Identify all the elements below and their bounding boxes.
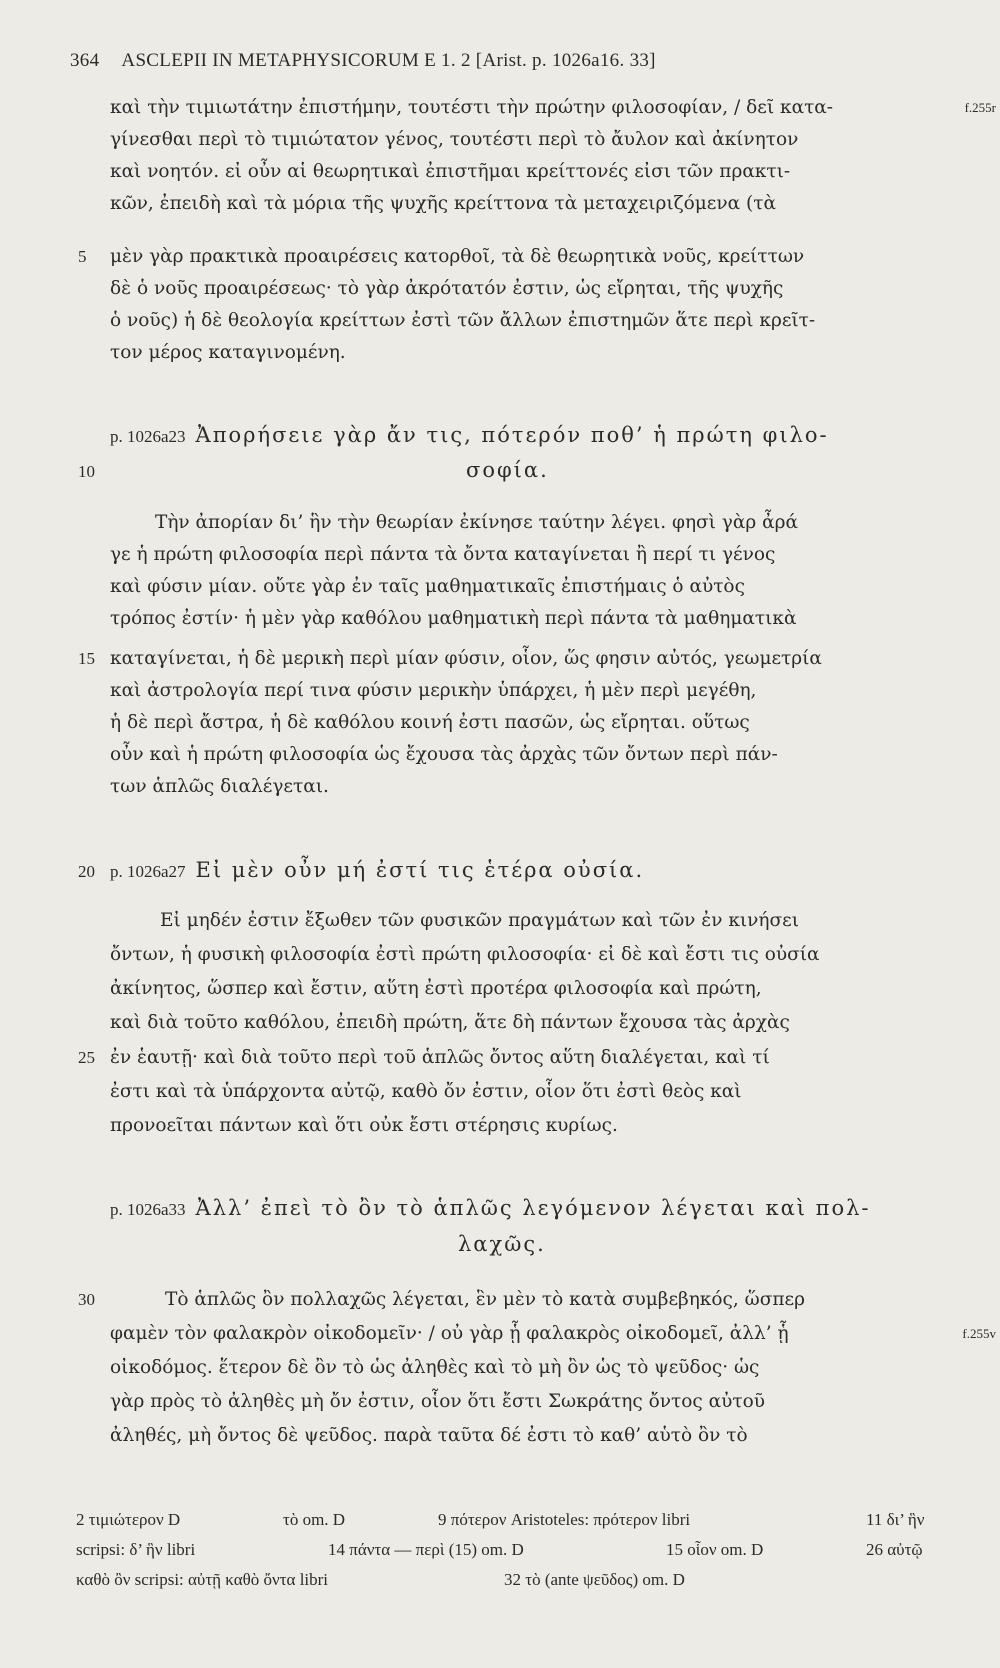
text-line: ὄντων, ἡ φυσικὴ φιλοσοφία ἐστὶ πρώτη φιλοσοφία· εἰ δὲ καὶ ἔστι τις οὐσία [110, 944, 820, 965]
footnote-entry: 11 δι’ ἣν [866, 1510, 925, 1529]
text-line: τον μέρος καταγινομένη. [110, 342, 346, 363]
lemma-reference: p. 1026a27 [110, 862, 186, 881]
text-line: δὲ ὁ νοῦς προαιρέσεως· τὸ γὰρ ἀκρότατόν ἐστιν, ὡς εἴρηται, τῆς ψυχῆς [110, 278, 784, 299]
lemma-reference: p. 1026a33 [110, 1200, 186, 1219]
text-line: οὖν καὶ ἡ πρώτη φιλοσοφία ὡς ἔχουσα τὰς ἀρχὰς τῶν ὄντων περὶ πάν- [110, 744, 778, 765]
lemma-heading [110, 858, 644, 882]
lemma-text-continued: σοφία. [466, 458, 549, 482]
footnote-entry: 15 οἷον om. D [666, 1540, 764, 1559]
footnote-entry: τὸ om. D [283, 1510, 346, 1529]
text-line: οἰκοδόμος. ἕτερον δὲ ὂν τὸ ὡς ἀληθὲς καὶ τὸ μὴ ὂν ὡς τὸ ψεῦδος· ὡς [110, 1357, 760, 1378]
text-line: καὶ φύσιν μίαν. οὔτε γὰρ ἐν ταῖς μαθηματικαῖς ἐπιστήμαις ὁ αὐτὸς [110, 576, 745, 597]
text-line: κῶν, ἐπειδὴ καὶ τὰ μόρια τῆς ψυχῆς κρείττονα τὰ μεταχειριζόμενα (τὰ [110, 193, 776, 214]
line-number: 15 [78, 649, 95, 668]
footnote-entry: 9 πότερον Aristoteles: πρότερον libri [438, 1510, 691, 1529]
text-line: Τὴν ἀπορίαν δι’ ἣν τὴν θεωρίαν ἐκίνησε ταύτην λέγει. φησὶ γὰρ ἆρά [155, 512, 798, 533]
line-number: 20 [78, 862, 95, 881]
text-line: καὶ ἀστρολογία περί τινα φύσιν μερικὴν ὑπάρχει, ἡ μὲν περὶ μεγέθη, [110, 680, 757, 701]
text-line: καταγίνεται, ἡ δὲ μερικὴ περὶ μίαν φύσιν, οἷον, ὥς φησιν αὐτός, γεωμετρία [110, 648, 822, 669]
lemma-text: Ἀπορήσειε γὰρ ἄν τις, πότερόν ποθ’ ἡ πρώτη φιλο- [195, 423, 829, 447]
text-line: Εἰ μηδέν ἐστιν ἔξωθεν τῶν φυσικῶν πραγμάτων καὶ τῶν ἐν κινήσει [160, 910, 799, 931]
lemma-text: Ἀλλ’ ἐπεὶ τὸ ὂν τὸ ἁπλῶς λεγόμενον λέγεται καὶ πολ- [195, 1196, 871, 1220]
footnote-entry: 2 τιμιώτερον D [76, 1510, 181, 1529]
line-number: 25 [78, 1048, 95, 1067]
footnote-entry: 14 πάντα — περὶ (15) om. D [328, 1540, 524, 1559]
running-header [70, 50, 920, 72]
lemma-reference: p. 1026a23 [110, 427, 186, 446]
footnote-entry: 26 αὐτῷ [866, 1540, 923, 1559]
text-line: των ἁπλῶς διαλέγεται. [110, 776, 329, 797]
text-line: ἡ δὲ περὶ ἄστρα, ἡ δὲ καθόλου κοινή ἐστι πασῶν, ὡς εἴρηται. οὕτως [110, 712, 750, 733]
text-line: ἀληθές, μὴ ὄντος δὲ ψεῦδος. παρὰ ταῦτα δέ ἐστι τὸ καθ’ αὑτὸ ὂν τὸ [110, 1425, 748, 1446]
folio-marker: f.255r [964, 100, 996, 115]
text-line: καὶ τὴν τιμιωτάτην ἐπιστήμην, τουτέστι τὴν πρώτην φιλοσοφίαν, / δεῖ κατα- [110, 97, 834, 118]
footnote-entry: 32 τὸ (ante ψεῦδος) om. D [504, 1570, 685, 1589]
text-line: καὶ διὰ τοῦτο καθόλου, ἐπειδὴ πρώτη, ἅτε δὴ πάντων ἔχουσα τὰς ἀρχὰς [110, 1012, 790, 1033]
text-line: Τὸ ἁπλῶς ὂν πολλαχῶς λέγεται, ἓν μὲν τὸ κατὰ συμβεβηκός, ὥσπερ [165, 1289, 805, 1310]
text-line: ἐν ἑαυτῇ· καὶ διὰ τοῦτο περὶ τοῦ ἁπλῶς ὄντος αὕτη διαλέγεται, καὶ τί [110, 1047, 770, 1068]
line-number: 5 [78, 247, 87, 266]
text-line: τρόπος ἐστίν· ἡ μὲν γὰρ καθόλου μαθηματικὴ περὶ πάντα τὰ μαθηματικὰ [110, 608, 797, 629]
line-number: 10 [78, 462, 95, 481]
footnote-entry: καθὸ ὂν scripsi: αὐτῇ καθὸ ὄντα libri [76, 1570, 329, 1589]
text-line: ἀκίνητος, ὥσπερ καὶ ἔστιν, αὕτη ἐστὶ προτέρα φιλοσοφία καὶ πρώτη, [110, 978, 762, 999]
text-line: μὲν γὰρ πρακτικὰ προαιρέσεις κατορθοῖ, τὰ δὲ θεωρητικὰ νοῦς, κρείττων [110, 246, 805, 267]
text-line: ὁ νοῦς) ἡ δὲ θεολογία κρείττων ἐστὶ τῶν ἄλλων ἐπιστημῶν ἅτε περὶ κρεῖτ- [110, 310, 816, 331]
text-line: φαμὲν τὸν φαλακρὸν οἰκοδομεῖν· / οὐ γὰρ ᾗ φαλακρὸς οἰκοδομεῖ, ἀλλ’ ᾗ [110, 1323, 789, 1344]
folio-marker: f.255v [962, 1326, 996, 1341]
running-title: ASCLEPII IN METAPHYSICORUM E 1. 2 [Arist. p. 1026a16. 33] [121, 50, 656, 71]
text-line: γίνεσθαι περὶ τὸ τιμιώτατον γένος, τουτέστι περὶ τὸ ἄυλον καὶ ἀκίνητον [110, 129, 799, 150]
text-line: προνοεῖται πάντων καὶ ὅτι οὐκ ἔστι στέρησις κυρίως. [110, 1115, 618, 1136]
lemma-text-continued: λαχῶς. [458, 1232, 546, 1256]
footnote-entry: scripsi: δ’ ἣν libri [76, 1540, 196, 1559]
text-line: ἐστι καὶ τὰ ὑπάρχοντα αὐτῷ, καθὸ ὄν ἐστιν, οἷον ὅτι ἐστὶ θεὸς καὶ [110, 1081, 742, 1102]
text-line: γε ἡ πρώτη φιλοσοφία περὶ πάντα τὰ ὄντα καταγίνεται ἢ περί τι γένος [110, 544, 776, 565]
lemma-heading [110, 423, 829, 447]
text-line: καὶ νοητόν. εἰ οὖν αἱ θεωρητικαὶ ἐπιστῆμαι κρείττονές εἰσι τῶν πρακτι- [110, 161, 791, 182]
page-number: 364 [70, 50, 100, 71]
line-number: 30 [78, 1290, 95, 1309]
text-line: γὰρ πρὸς τὸ ἀληθὲς μὴ ὄν ἐστιν, οἷον ὅτι ἔστι Σωκράτης ὄντος αὐτοῦ [110, 1391, 765, 1412]
lemma-text: Εἰ μὲν οὖν μή ἐστί τις ἑτέρα οὐσία. [195, 858, 645, 882]
lemma-heading [110, 1196, 871, 1220]
